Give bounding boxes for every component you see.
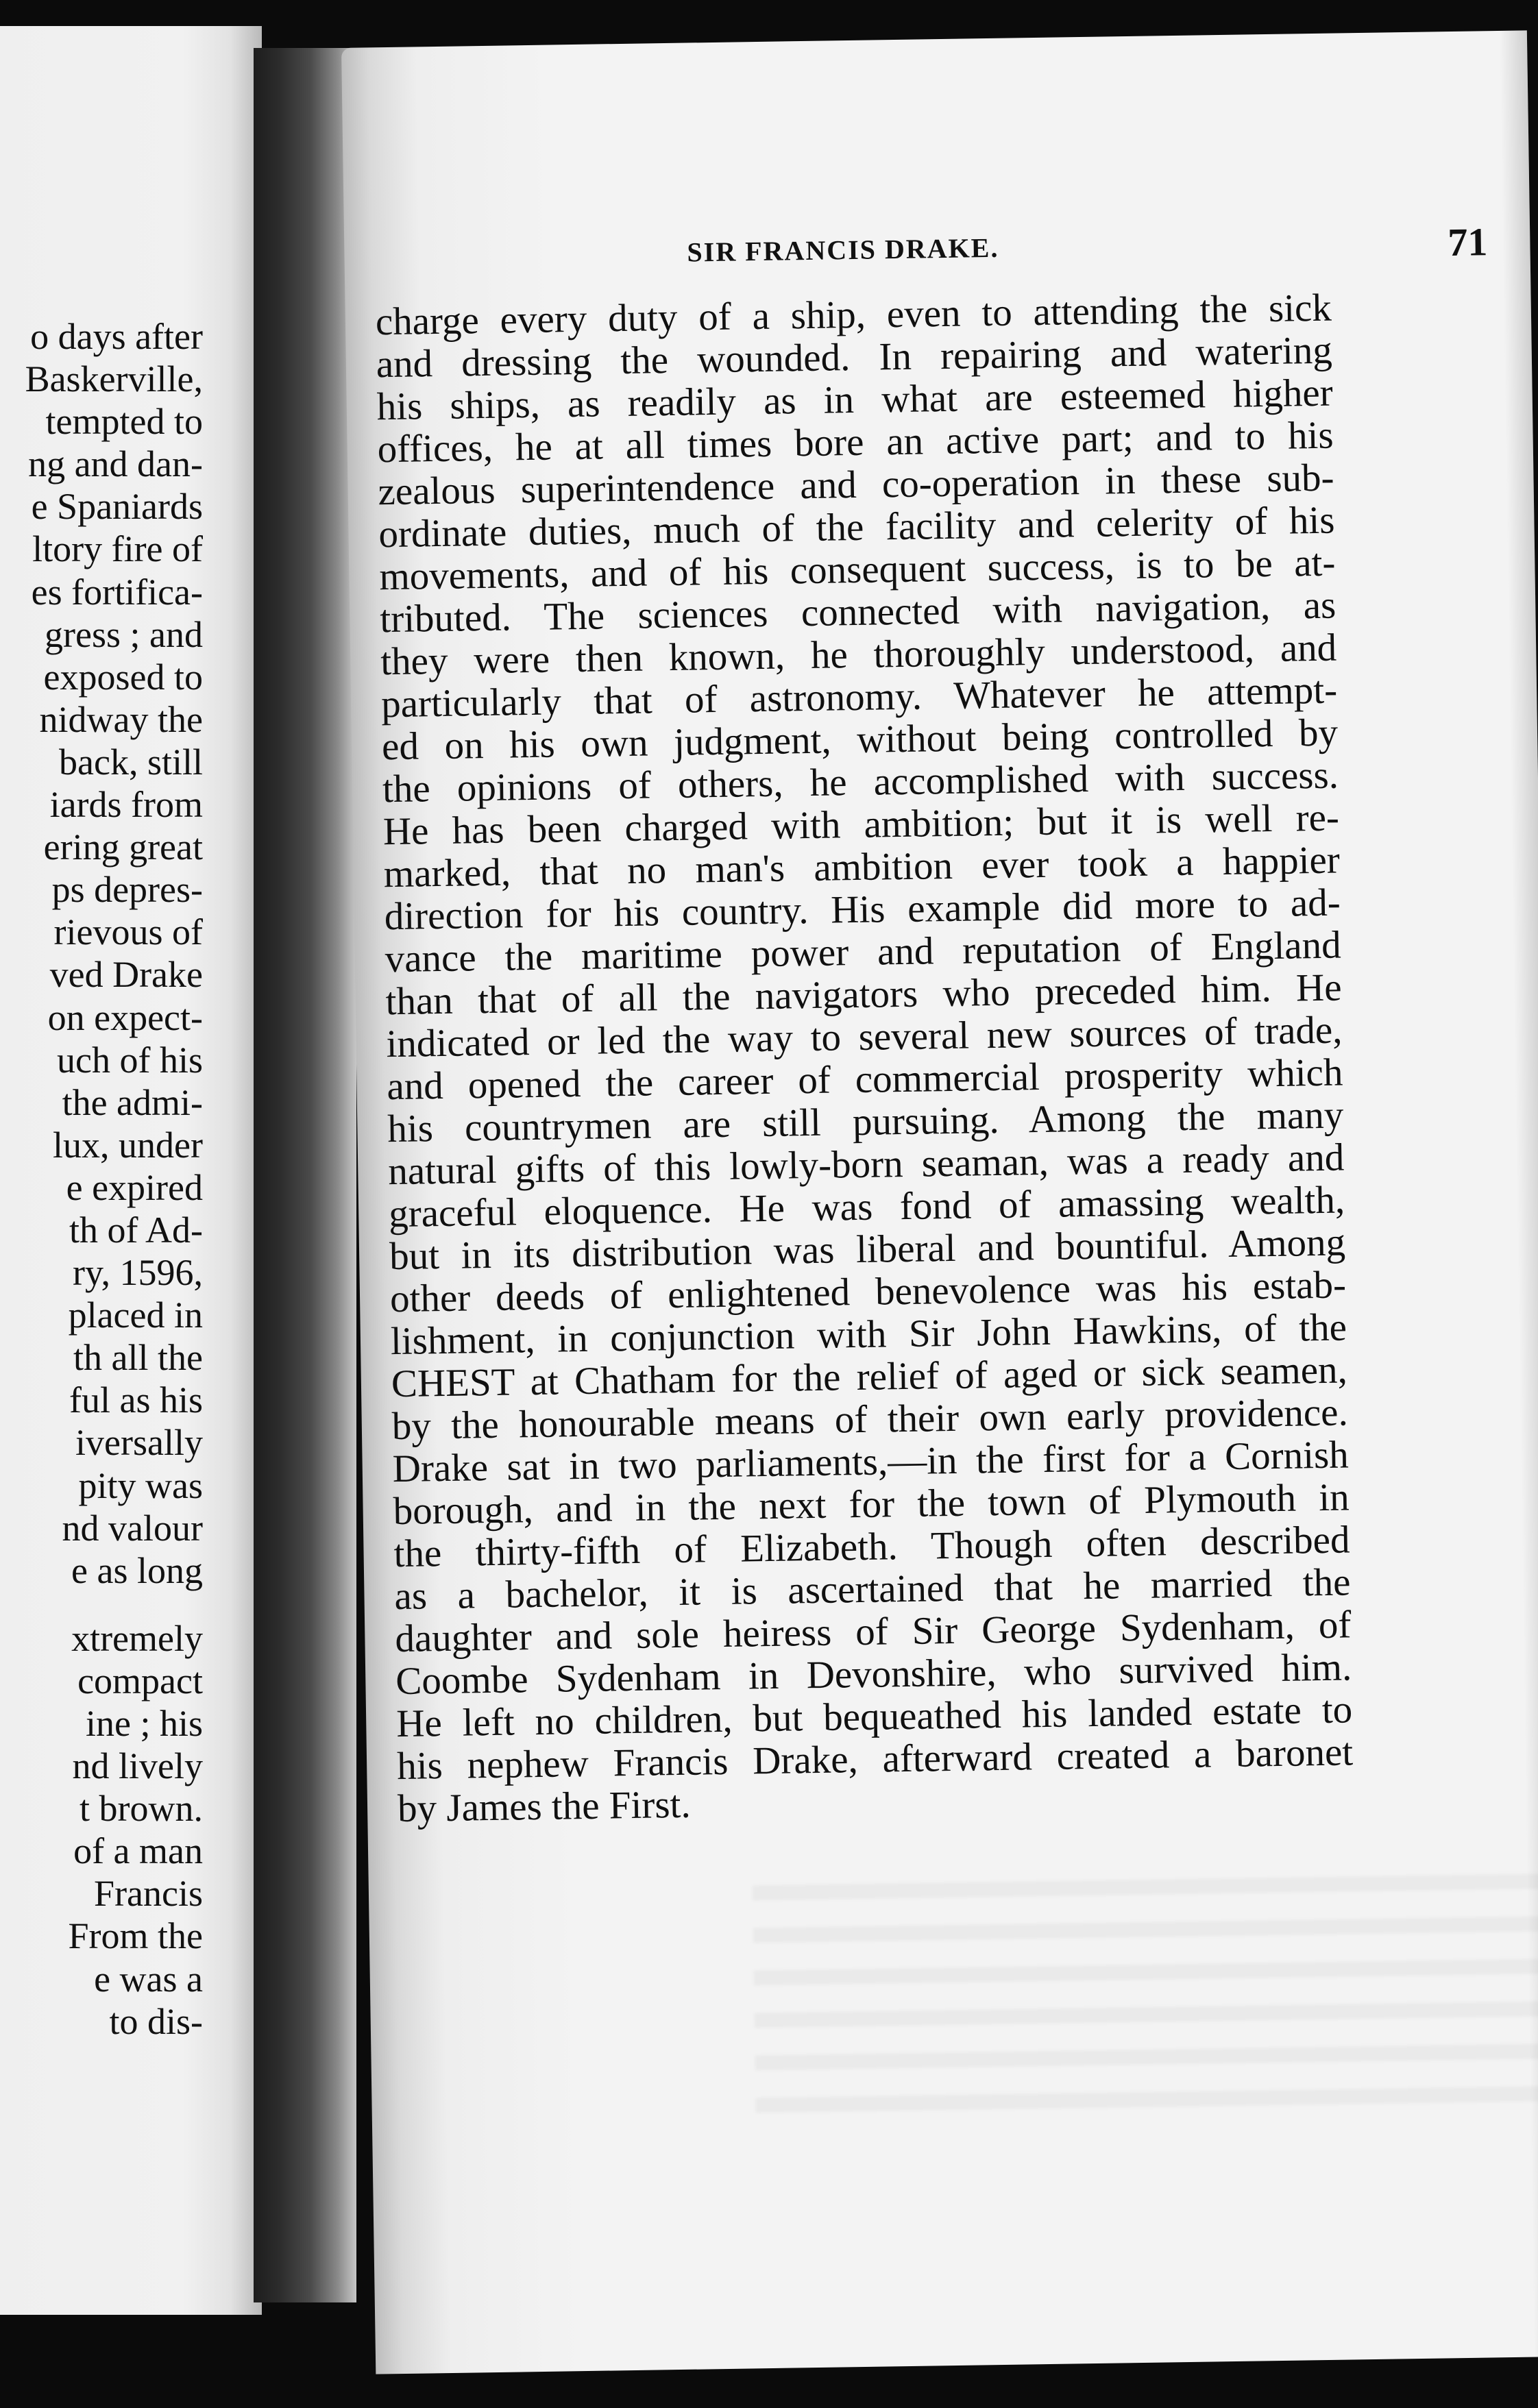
left-page-line: compact — [77, 1660, 203, 1701]
left-page-line: nidway the — [39, 698, 203, 740]
left-page-line: iversally — [75, 1422, 203, 1464]
left-page-line: the admi- — [62, 1081, 203, 1123]
body-line: graceful eloquence. He was fond of amassing wealth, — [388, 1178, 1345, 1236]
left-page-line: Baskerville, — [25, 358, 203, 400]
left-page-line: nd valour — [62, 1507, 203, 1549]
body-line: offices, he at all times bore an active part; and to his — [377, 413, 1334, 471]
body-line: He has been charged with ambition; but it is well re- — [382, 796, 1340, 854]
left-page-line: gress ; and — [45, 613, 203, 655]
body-line: CHEST at Chatham for the relief of aged or sick seamen, — [391, 1348, 1348, 1406]
left-page-line: lux, under — [53, 1124, 203, 1166]
left-page-line: pity was — [78, 1464, 203, 1506]
left-page-text — [25, 315, 203, 2043]
left-page-line: ng and dan- — [28, 443, 203, 485]
body-text — [375, 287, 1354, 1830]
left-page-line: e Spaniards — [31, 486, 203, 528]
body-line: movements, and of his consequent success, is to be at- — [378, 541, 1336, 599]
left-page-line: th of Ad- — [69, 1209, 203, 1251]
left-page-line: placed in — [68, 1294, 203, 1336]
body-line: as a bachelor, it is ascertained that he married the — [394, 1560, 1351, 1619]
left-page — [0, 26, 262, 2315]
body-line: vance the maritime power and reputation of England — [384, 923, 1342, 981]
left-page-line: e was a — [94, 1958, 203, 2000]
page-number: 71 — [1447, 219, 1488, 265]
left-page-line: t brown. — [80, 1788, 203, 1830]
book-gutter — [254, 48, 356, 2302]
left-page-line: th all the — [73, 1337, 203, 1379]
body-line: daughter and sole heiress of Sir George Sydenham, of — [394, 1603, 1352, 1661]
body-line: borough, and in the next for the town of Plymouth in — [393, 1475, 1350, 1534]
left-page-line: Francis — [94, 1873, 203, 1915]
left-page-line: uch of his — [57, 1039, 203, 1081]
left-page-line — [25, 1592, 203, 1617]
left-page-line: e as long — [71, 1549, 203, 1591]
body-line: Coombe Sydenham in Devonshire, who survived him. — [395, 1645, 1352, 1704]
left-page-line: exposed to — [43, 656, 203, 698]
body-line: charge every duty of a ship, even to attending the sick — [375, 286, 1332, 344]
left-page-line: e expired — [66, 1166, 203, 1208]
left-page-line: rievous of — [53, 911, 203, 953]
left-page-line: ine ; his — [86, 1703, 203, 1744]
body-line: ordinate duties, much of the facility and celerity of his — [378, 498, 1335, 556]
left-page-line: ps depres- — [51, 869, 203, 911]
left-page-line: of a man — [73, 1830, 203, 1872]
body-line: they were then known, he thoroughly understood, and — [380, 626, 1337, 684]
body-line: and opened the career of commercial prosperity which — [387, 1051, 1343, 1109]
body-line: marked, that no man's ambition ever took a happier — [383, 838, 1341, 896]
body-line: but in its distribution was liberal and bountiful. Among — [389, 1220, 1346, 1279]
body-line: the thirty-fifth of Elizabeth. Though often described — [393, 1518, 1350, 1576]
left-page-line: ved Drake — [49, 954, 203, 996]
body-line: ed on his own judgment, without being controlled by — [381, 711, 1339, 769]
left-page-line: xtremely — [71, 1617, 203, 1659]
body-line: particularly that of astronomy. Whatever he attempt- — [380, 668, 1338, 726]
left-page-line: From the — [68, 1915, 203, 1957]
body-line: and dressing the wounded. In repairing and watering — [376, 328, 1333, 386]
body-line: He left no children, but bequeathed his landed estate to — [395, 1688, 1353, 1746]
body-line: natural gifts of this lowly-born seaman, was a ready and — [387, 1135, 1345, 1194]
left-page-line: ltory fire of — [32, 528, 203, 570]
left-page-line: tempted to — [45, 401, 203, 443]
left-page-line: nd lively — [72, 1745, 203, 1787]
body-line: tributed. The sciences connected with navigation, as — [379, 583, 1336, 641]
running-head-title: SIR FRANCIS DRAKE. — [687, 232, 999, 268]
body-line: direction for his country. His example did more to ad- — [384, 881, 1341, 939]
left-page-line: back, still — [59, 741, 203, 783]
body-line: by the honourable means of their own early providence. — [391, 1390, 1349, 1449]
right-page — [341, 30, 1538, 2374]
left-page-line: ering great — [43, 826, 203, 868]
body-line: the opinions of others, he accomplished with success. — [382, 753, 1339, 811]
body-line: his ships, as readily as in what are esteemed higher — [376, 371, 1334, 429]
body-line: lishment, in conjunction with Sir John Hawkins, of the — [390, 1305, 1347, 1364]
body-line: his nephew Francis Drake, afterward created a baronet — [396, 1730, 1354, 1789]
left-page-line: to dis- — [109, 2000, 203, 2042]
left-page-line: on expect- — [47, 996, 203, 1038]
show-through-text — [752, 1845, 1538, 2118]
left-page-line: es fortifica- — [31, 571, 203, 613]
left-page-line: ful as his — [69, 1379, 203, 1421]
running-head — [344, 218, 1530, 284]
body-line: by James the First. — [397, 1782, 692, 1831]
left-page-line: ry, 1596, — [73, 1252, 203, 1294]
body-line: indicated or led the way to several new sources of trade, — [386, 1008, 1343, 1066]
body-line: his countrymen are still pursuing. Among the many — [387, 1093, 1344, 1151]
body-line: than that of all the navigators who preceded him. He — [385, 966, 1342, 1024]
left-page-line: o days after — [30, 316, 203, 357]
left-page-line: iards from — [49, 784, 203, 826]
body-line: other deeds of enlightened benevolence was his estab- — [389, 1263, 1347, 1321]
body-line: zealous superintendence and co-operation in these sub- — [378, 456, 1334, 514]
body-line: Drake sat in two parliaments,—in the first for a Cornish — [392, 1433, 1350, 1491]
